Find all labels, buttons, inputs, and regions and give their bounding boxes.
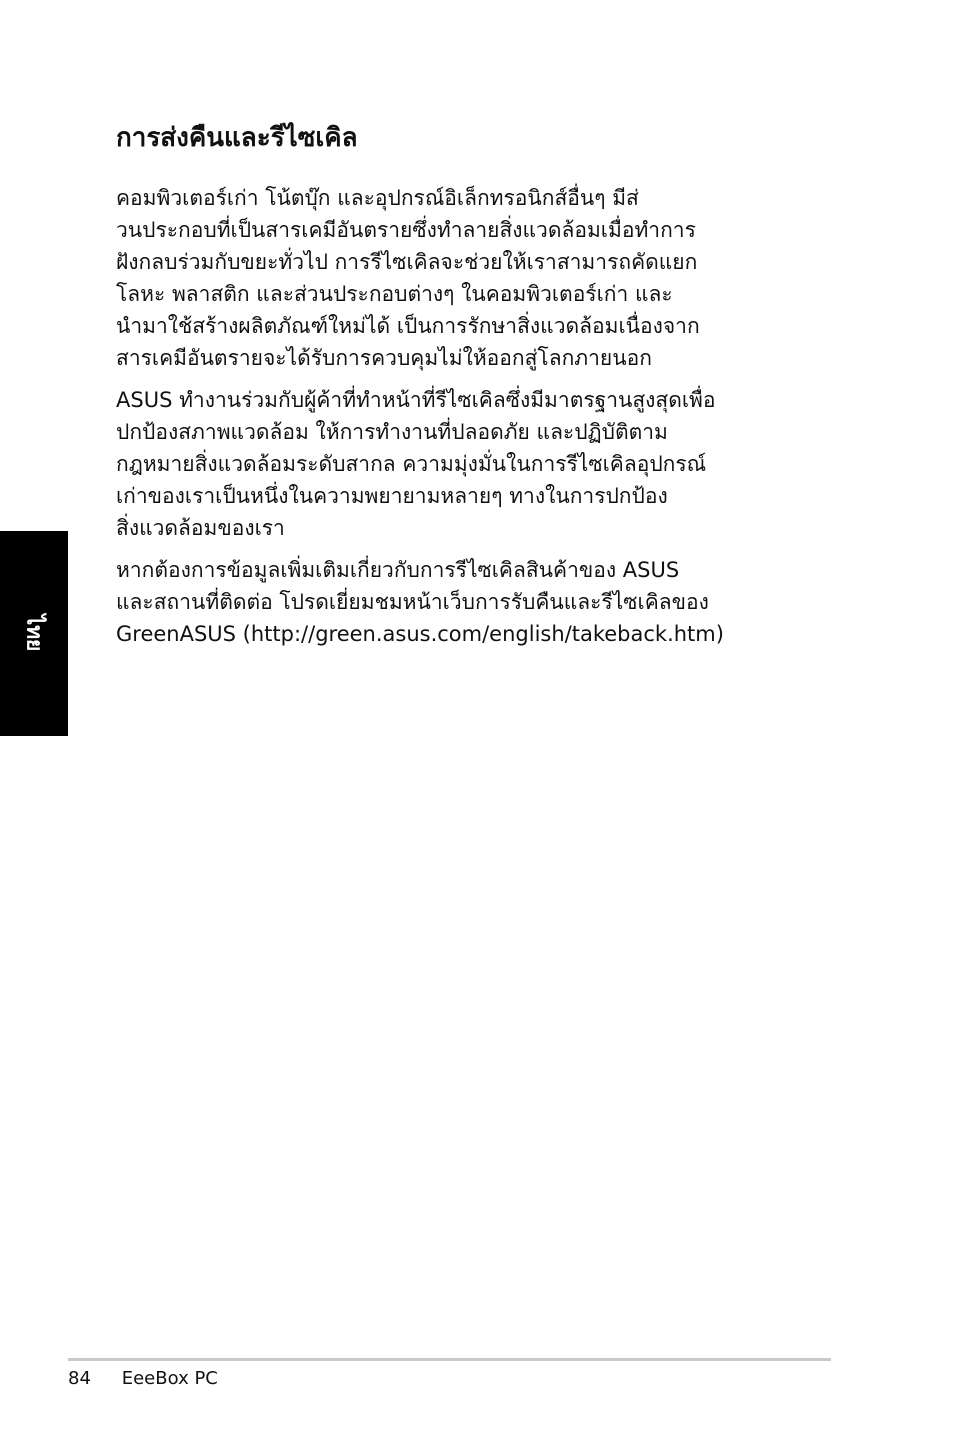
paragraph-line: คอมพิวเตอร์เก่า โน้ตบุ๊ก และอุปกรณ์อิเล็กทรอนิกส์อื่นๆ มีส่ [116, 186, 639, 210]
language-side-tab [0, 531, 68, 736]
paragraph-line: ปกป้องสภาพแวดล้อม ให้การทำงานที่ปลอดภัย และปฏิบัติตาม [116, 420, 668, 444]
page-content [116, 116, 816, 660]
page-footer [68, 1366, 218, 1392]
page-number: 84 [68, 1368, 91, 1389]
paragraph-line: วนประกอบที่เป็นสารเคมีอันตรายซึ่งทำลายสิ่งแวดล้อมเมื่อทำการ [116, 218, 696, 242]
language-tab-label: ไทย [22, 614, 47, 652]
takeback-url-line: GreenASUS (http://green.asus.com/english/takeback.htm) [116, 622, 724, 646]
footer-divider [68, 1358, 831, 1361]
paragraph-line: และสถานที่ติดต่อ โปรดเยี่ยมชมหน้าเว็บการรับคืนและรีไซเคิลของ [116, 590, 709, 614]
paragraph-more-info [116, 554, 816, 650]
paragraph-line: สิ่งแวดล้อมของเรา [116, 516, 285, 540]
paragraph-line: กฎหมายสิ่งแวดล้อมระดับสากล ความมุ่งมั่นในการรีไซเคิลอุปกรณ์ [116, 452, 707, 476]
paragraph-line: สารเคมีอันตรายจะได้รับการควบคุมไม่ให้ออกสู่โลกภายนอก [116, 346, 652, 370]
paragraph-line: หากต้องการข้อมูลเพิ่มเติมเกี่ยวกับการรีไซเคิลสินค้าของ ASUS [116, 558, 680, 582]
section-heading: การส่งคืนและรีไซเคิล [116, 123, 358, 153]
paragraph-line: เก่าของเราเป็นหนึ่งในความพยายามหลายๆ ทางในการปกป้อง [116, 484, 668, 508]
paragraph-recycling-intro [116, 182, 816, 374]
paragraph-asus-commitment [116, 384, 816, 544]
paragraph-line: ฝังกลบร่วมกับขยะทั่วไป การรีไซเคิลจะช่วยให้เราสามารถคัดแยก [116, 250, 698, 274]
paragraph-line: โลหะ พลาสติก และส่วนประกอบต่างๆ ในคอมพิวเตอร์เก่า และ [116, 282, 673, 306]
product-name: EeeBox PC [121, 1368, 218, 1389]
paragraph-line: นำมาใช้สร้างผลิตภัณฑ์ใหม่ได้ เป็นการรักษาสิ่งแวดล้อมเนื่องจาก [116, 314, 700, 338]
paragraph-line: ASUS ทำงานร่วมกับผู้ค้าที่ทำหน้าที่รีไซเคิลซึ่งมีมาตรฐานสูงสุดเพื่อ [116, 388, 716, 412]
